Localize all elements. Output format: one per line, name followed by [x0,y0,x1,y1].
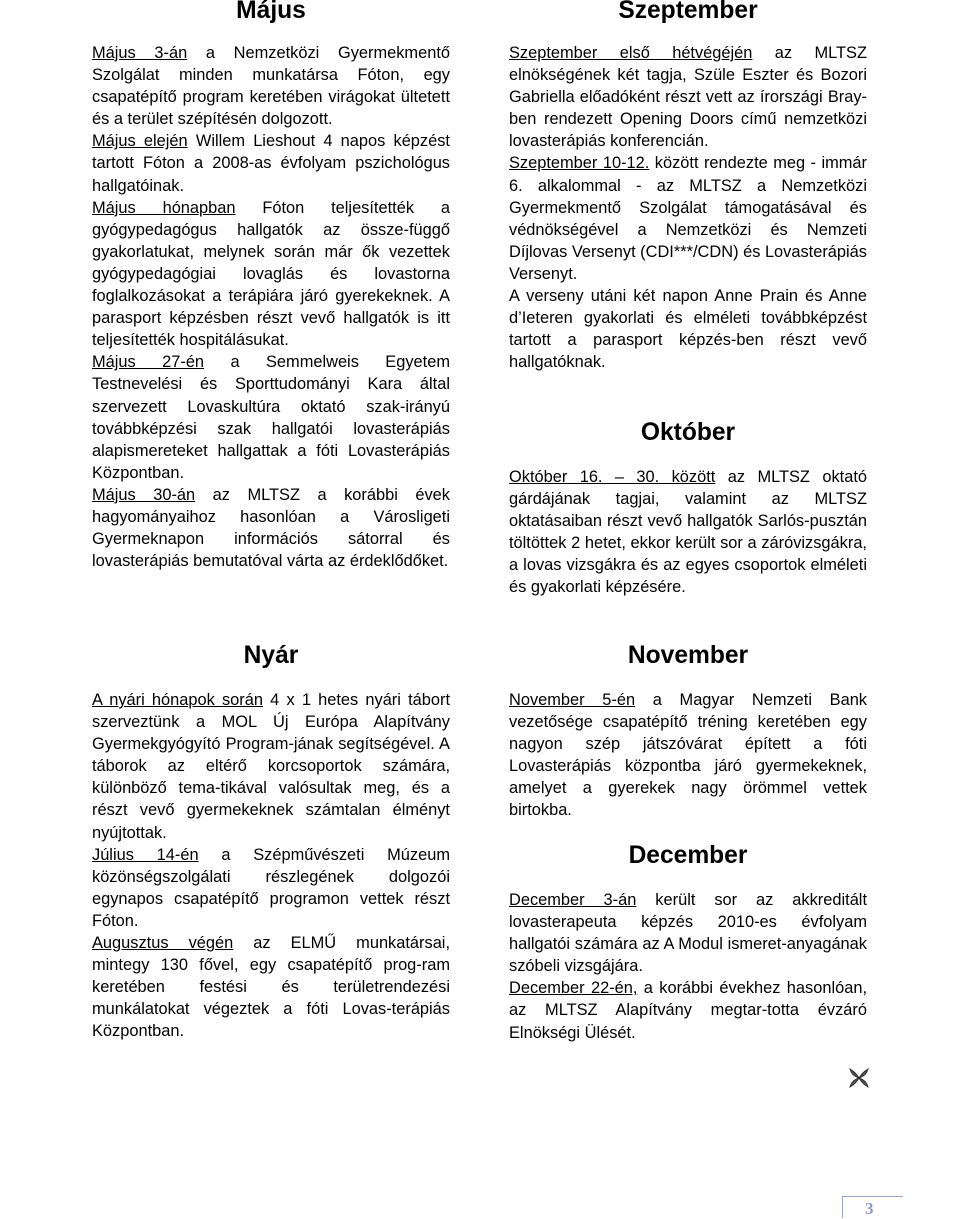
heading-summer: Nyár [243,642,299,669]
september-paragraph-3: A verseny utáni két napon Anne Prain és Anne d’Ieteren gyakorlati és elméleti továbbképzést tartott a parasport képzés-ben részt vevő hallgatóknak. [509,287,867,372]
date-link: Május 27-én [92,353,205,372]
december-paragraph-2: December 22-én, a korábbi évekhez hasonlóan, az MLTSZ Alapítvány megtar-totta évzáró Elnökségi Ülését. [509,979,868,1042]
date-link: Augusztus végén [92,934,234,953]
section-september [509,0,867,373]
date-link: Május 3-án [92,44,188,62]
may-paragraph-3: Május hónapban Fóton teljesítették a gyógypedagógus hallgatók az össze-függő gyakorlatukat, melynek során már ők vezettek gyógypedagógiai lovaglás és lovastorna foglalkozásokat a terápiára járó gyerekeknek. A parasport képzésben részt vevő hallgatók is itt teljesítették hospitálásukat. [92,198,450,350]
date-link: Szeptember 10-12. [509,154,650,173]
summer-paragraph-2: Július 14-én a Szépművészeti Múzeum közönségszolgálati részlegének dolgozói egynapos csapatépítő programon vettek részt Fóton. [92,845,450,930]
date-link: Május hónapban [92,198,236,217]
date-link: Május 30-án [92,485,196,504]
november-paragraph-1: November 5-én a Magyar Nemzeti Bank vezetősége csapatépítő tréning keretében egy nagyon szép játszóvárat épített a fóti Lovasterápiás központba járó gyermekeknek, amelyet a gyerekek nagy örömmel vettek birtokba. [509,691,868,820]
section-summer [92,642,451,1043]
date-link: December 3-án [509,891,637,909]
october-paragraph-1: Október 16. – 30. között az MLTSZ oktató gárdájának tagjai, valamint az MLTSZ oktatásaiban részt vevő hallgatók Sarlós-pusztán töltöttek 2 hetet, ekkor került sor a záróvizsgákra, a lovas vizsgákra és az egyes csoportok elméleti és gyakorlati képzésére. [509,468,867,597]
heading-october: Október [640,419,736,446]
section-may [92,0,450,572]
date-link: November 5-én [509,691,636,709]
may-paragraph-5: Május 30-án az MLTSZ a korábbi évek hagyományaihoz hasonlóan a Városligeti Gyermeknapon információs sátorral és lovasterápiás bemutatóval várta az érdeklődőket. [92,485,450,571]
may-paragraph-2: Május elején Willem Lieshout 4 napos képzést tartott Fóton a 2008-as évfolyam pszichológus hallgatóinak. [92,132,450,195]
september-paragraph-1: Szeptember első hétvégéjén az MLTSZ elnökségének két tagja, Szüle Eszter és Bozori Gabriella előadóként részt vett az írországi Bray-ben rendezett Opening Doors című nemzetközi lovasterápiás konferencián. [509,44,867,151]
page-number-box [842,1196,903,1218]
heading-december: December [628,842,748,869]
summer-paragraph-1: A nyári hónapok során 4 x 1 hetes nyári tábort szerveztünk a MOL Új Európa Alapítvány Gyermekgyógyító Program-jának segítségével. A táborok az eltérő korcsoportok számára, különböző tema-tikával valósultak meg, és a részt vevő gyermekeknek számtalan élményt nyújtottak. [92,691,450,842]
may-paragraph-1: Május 3-án a Nemzetközi Gyermekmentő Szolgálat minden munkatársa Fóton, egy csapatépítő program keretében virágokat ültetett és a terület szépítésén dolgozott. [92,44,450,129]
date-link: Szeptember első hétvégéjén [509,44,753,62]
section-october [509,419,867,599]
page-number: 3 [865,1199,874,1218]
date-link: Július 14-én [92,845,199,864]
date-link: December 22-én, [509,979,638,998]
summer-paragraph-3: Augusztus végén az ELMŰ munkatársai, mintegy 130 fővel, egy csapatépítő prog-ram keretében festési és területrendezési munkálatokat végeztek a fóti Lovas-terápiás Központban. [92,934,451,1041]
date-link: Október 16. – 30. között [509,468,716,486]
september-paragraph-2: Szeptember 10-12. között rendezte meg - immár 6. alkalommal - az MLTSZ a Nemzetközi Gyermekmentő Szolgálat támogatásával és védnökségével a Nemzetközi és Nemzeti Díjlovas Versenyt (CDI***/CDN) és Lovasterápiás Versenyt. [509,154,867,283]
date-link: A nyári hónapok során [92,691,263,709]
december-paragraph-1: December 3-án került sor az akkreditált lovasterapeuta képzés 2010-es évfolyam hallgatói számára az A Modul ismeret-anyagának szóbeli vizsgájára. [509,891,867,976]
fleuron-icon [848,1067,870,1089]
date-link: Május elején [92,132,188,151]
section-november [509,642,868,822]
heading-november: November [627,642,749,669]
heading-september: Szeptember [618,0,758,24]
section-december [509,842,868,1044]
heading-may: Május [236,0,306,24]
may-paragraph-4: Május 27-én a Semmelweis Egyetem Testnevelési és Sporttudományi Kara által szervezett Lovaskultúra oktató szak-irányú továbbképzési szak hallgatói lovasterápiás alapismereteket hallgattak a fóti Lovasterápiás Központban. [92,353,450,482]
